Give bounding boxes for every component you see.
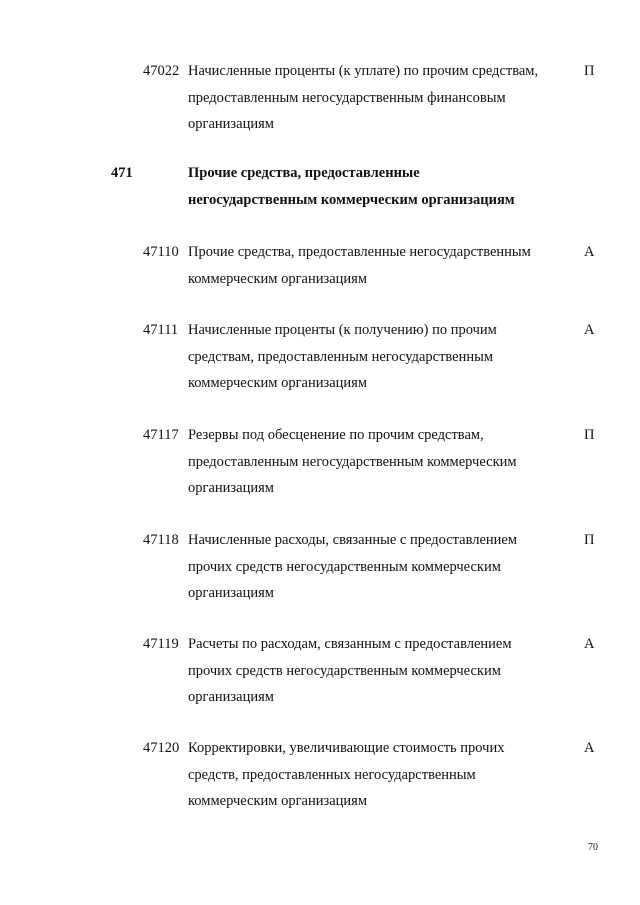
account-code: 47022 [143, 63, 180, 79]
account-description [188, 422, 578, 502]
description-line: прочих средств негосударственным коммерческим [188, 662, 501, 679]
description-line: Резервы под обесценение по прочим средствам, [188, 427, 484, 443]
page-number: 70 [588, 842, 598, 853]
account-description [188, 735, 578, 815]
description-line: Прочие средства, предоставленные негосударственным [188, 244, 531, 260]
description-line: Начисленные расходы, связанные с предоставлением [188, 532, 518, 548]
description-line: организациям [188, 116, 274, 132]
description-line: коммерческим организациям [188, 270, 368, 287]
account-code: 47120 [143, 740, 180, 756]
account-code: 47110 [143, 244, 179, 260]
account-type: А [584, 322, 595, 338]
section-code: 471 [111, 165, 133, 181]
description-line: прочих средств негосударственным коммерческим [188, 558, 501, 575]
account-description [188, 58, 578, 138]
section-title-line: негосударственным коммерческим организациям [188, 191, 515, 208]
account-type: А [584, 740, 595, 756]
description-line: предоставленным негосударственным коммерческим [188, 453, 517, 470]
description-line: коммерческим организациям [188, 375, 368, 391]
account-type: А [584, 636, 595, 652]
description-line: организациям [188, 585, 274, 601]
account-code: 47117 [143, 427, 179, 443]
description-line: Корректировки, увеличивающие стоимость прочих [188, 740, 505, 756]
account-code: 47118 [143, 532, 179, 548]
description-line: Начисленные проценты (к получению) по прочим [188, 322, 497, 338]
account-type: П [584, 63, 595, 79]
description-line: предоставленным негосударственным финансовым [188, 89, 506, 106]
description-line: средствам, предоставленным негосударственным [188, 348, 494, 365]
account-type: П [584, 532, 595, 548]
section-title [188, 160, 578, 213]
account-description [188, 239, 578, 292]
description-line: средств, предоставленных негосударственным [188, 766, 476, 783]
description-line: Расчеты по расходам, связанным с предоставлением [188, 636, 512, 652]
account-code: 47119 [143, 636, 179, 652]
account-description [188, 527, 578, 607]
account-description [188, 631, 578, 711]
description-line: организациям [188, 480, 274, 496]
account-type: А [584, 244, 595, 260]
description-line: коммерческим организациям [188, 793, 368, 809]
account-type: П [584, 427, 595, 443]
account-code: 47111 [143, 322, 179, 338]
section-title-line: Прочие средства, предоставленные [188, 165, 420, 181]
description-line: организациям [188, 689, 274, 705]
account-description [188, 317, 578, 397]
description-line: Начисленные проценты (к уплате) по прочим средствам, [188, 63, 539, 79]
